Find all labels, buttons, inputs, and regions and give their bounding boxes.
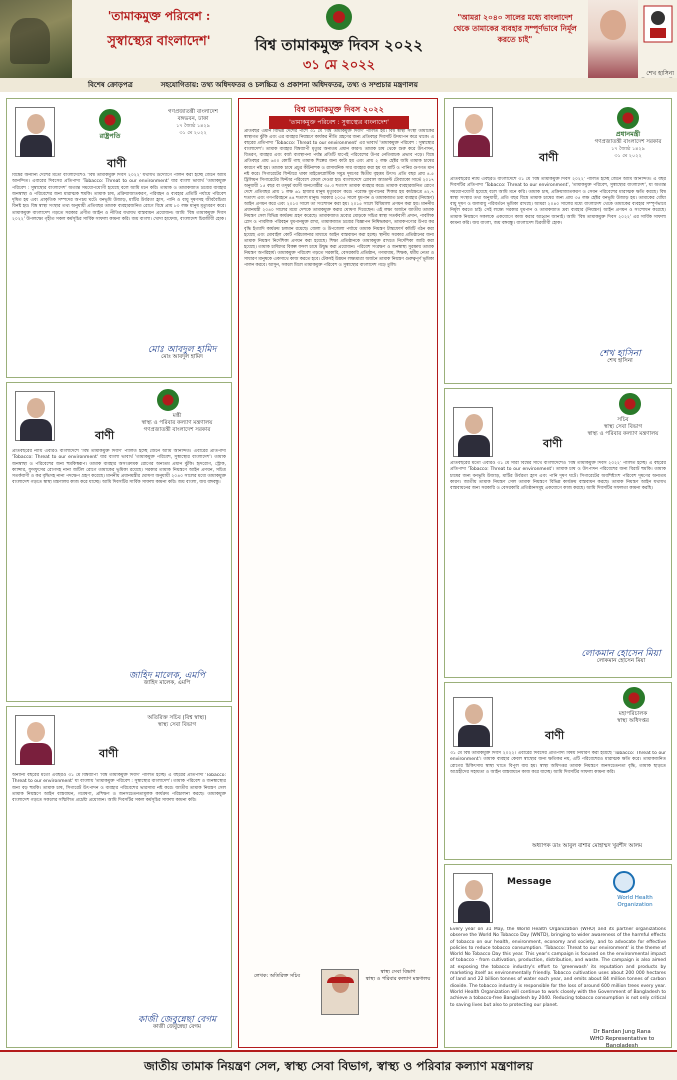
prime-minister-signature-scribble: শেখ হাসিনা (599, 349, 641, 359)
prime-minister-office-title: প্রধানমন্ত্রী (615, 130, 641, 138)
who-representative-photo (453, 873, 493, 923)
president-message (6, 98, 232, 378)
dg-health-body: ৩১ মে বিশ্ব তামাকমুক্ত দিবস ২০২২। এবারের দিবসের প্রতিপাদ্য বিষয় নির্ধারণ করা হয়েছে 'Tobacco: Threat to our environment'। তামাক ব্যবহার কেবল স্বাস্থ্যের জন্য ক্ষতিকর নয়, এটি পরিবেশেরও মারাত্মক ক্ষতি করে। তামাকজনিত রোগের চিকিৎসায় স্বাস্থ্য খাতে বিপুল ব্যয় হয়। স্বাস্থ্য অধিদপ্তর তামাক নিয়ন্ত্রণে জনসচেতনতা বৃদ্ধি, তামাক ছাড়তে আগ্রহীদের সহায়তা ও আইন বাস্তবায়নে কাজ করে যাচ্ছে। আমি দিবসটির সাফল্য কামনা করি। (450, 751, 666, 775)
prime-minister-bani-heading: বাণী (539, 151, 559, 164)
feature-article (238, 98, 438, 1048)
health-secretary-signature-scribble: লোকমান হোসেন মিয়া (581, 649, 661, 659)
feature-author-label: লেখক: অতিরিক্ত সচিব (253, 973, 301, 979)
health-secretary-signature-name: লোকমান হোসেন মিয়া (596, 658, 646, 664)
slogan-line-2: সুস্বাস্থ্যের বাংলাদেশ' (107, 34, 211, 49)
president-signature (137, 347, 227, 361)
president-office-title: রাষ্ট্রপতি (99, 132, 121, 140)
health-minister-seal-icon (157, 389, 179, 411)
health-minister-office-title: মন্ত্রী (172, 413, 182, 419)
page-date: ৩১ মে ২০২২ (302, 58, 376, 73)
additional-secretary-office (127, 715, 227, 729)
mujib-borsho-logo-icon (642, 4, 674, 44)
feature-author (243, 967, 435, 1045)
prime-minister-signature (573, 351, 667, 365)
feature-author-photo (321, 969, 359, 1015)
health-minister-body: প্রতিবছরের ন্যায় এবারও বাংলাদেশে 'বিশ্ব তামাকমুক্ত দিবস' পালিত হচ্ছে জেনে আমি আনন্দিত। এবারের প্রতিপাদ্য 'Tobacco: Threat to our environment' যার বাংলা ভাবার্থ 'তামাকমুক্ত পরিবেশ, সুস্বাস্থ্যের বাংলাদেশ'। তামাক জনস্বাস্থ্য ও পরিবেশের জন্য হুমকিস্বরূপ। তামাক ব্যবহার অসংক্রামক রোগের অন্যতম প্রধান ঝুঁকি। হৃদরোগ, স্ট্রোক, ক্যান্সার, ফুসফুসের রোগসহ নানা জটিল রোগে তামাকের ভূমিকা রয়েছে। সরকার তামাক নিয়ন্ত্রণে আইন প্রণয়ন, সচিত্র সতর্কবাণী ও কর বৃদ্ধিসহ নানা পদক্ষেপ গ্রহণ করেছে। মাননীয় প্রধানমন্ত্রীর ঘোষণা অনুযায়ী ২০৪০ সালের মধ্যে তামাকমুক্ত বাংলাদেশ গড়তে স্বাস্থ্য মন্ত্রণালয় কাজ করে যাচ্ছে। আমি দিবসটির সার্বিক সাফল্য কামনা করি। জয় বাংলা, জয় বঙ্গবন্ধু। (12, 449, 226, 486)
president-bani-heading: বাণী (107, 157, 127, 170)
president-signature-name: মোঃ আবদুল হামিদ (161, 354, 203, 360)
president-office (77, 133, 143, 141)
feature-author-ministry: স্বাস্থ্য ও পরিবার কল্যাণ মন্ত্রণালয় (365, 976, 431, 982)
who-signature-title: WHO Representative to Bangladesh (589, 1036, 655, 1048)
health-secretary-body: প্রতিবছরের মতো এবারও ৩১ মে সারা বিশ্বের সাথে বাংলাদেশেও 'বিশ্ব তামাকমুক্ত দিবস ২০২২' পালিত হচ্ছে। এ বছরের প্রতিপাদ্য 'Tobacco: Threat to our environment'। তামাক চাষ ও উৎপাদন পরিবেশের জন্য বিরাট হুমকি। তামাক চাষের জন্য বনভূমি উজাড়, মাটির উর্বরতা হ্রাস এবং পানি দূষণ ঘটে। সিগারেটের অবশিষ্টাংশ পরিবেশ দূষণের অন্যতম কারণ। জাতীয় তামাক নিয়ন্ত্রণ সেল তামাক নিয়ন্ত্রণে বিভিন্ন কার্যক্রম বাস্তবায়ন করছে। তামাক নিয়ন্ত্রণ আইন যথাযথ বাস্তবায়নের জন্য সরকারি ও বেসরকারি প্রতিষ্ঠানসমূহ একযোগে কাজ করছে। আমি দিবসটির সফলতা কামনা করছি। (450, 461, 666, 492)
president-body: বিশ্বের অন্যান্য দেশের মতো বাংলাদেশেও 'বিশ্ব তামাকমুক্ত দিবস ২০২২' যথাযথ উদ্যোগে পালন করা হচ্ছে জেনে আমি আনন্দিত। এবারের দিবসের প্রতিপাদ্য 'Tobacco: Threat to our environment' যার বাংলা ভাবার্থ 'তামাকমুক্ত পরিবেশ : সুস্বাস্থ্যের বাংলাদেশ' অত্যন্ত সময়োপযোগী হয়েছে বলে আমি মনে করি। তামাক ও তামাকজাত দ্রব্যের ব্যবহার জনস্বাস্থ্য ও পরিবেশের জন্য মারাত্মক হুমকি। তামাক চাষ, প্রক্রিয়াজাতকরণ, পরিবহন ও ব্যবহার প্রতিটি পর্যায়ে পরিবেশ দূষিত হয় এবং প্রাকৃতিক সম্পদের অপচয় ঘটে। বনভূমি উজাড়, মাটির উর্বরতা হ্রাস, পানি ও বায়ু দূষণসহ জীববৈচিত্র্য বিনষ্ট হয়। বিশ্ব স্বাস্থ্য সংস্থার তথ্য অনুযায়ী প্রতিবছর তামাক ব্যবহারজনিত রোগে বিশ্বে প্রায় ৮০ লক্ষ মানুষ মৃত্যুবরণ করে। তামাকমুক্ত বাংলাদেশ গড়তে সরকার প্রণীত আইন ও নীতির যথাযথ বাস্তবায়ন প্রয়োজন। আমি 'বিশ্ব তামাকমুক্ত দিবস ২০২২' উপলক্ষ্যে গৃহীত সকল কর্মসূচির সার্বিক সাফল্য কামনা করি। জয় বাংলা। খোদা হাফেজ, বাংলাদেশ চিরজীবী হোক। (12, 173, 226, 223)
health-secretary-signature (575, 651, 667, 665)
health-minister-office-sub2: গণপ্রজাতন্ত্রী বাংলাদেশ সরকার (143, 427, 211, 433)
prime-minister-date-english: ৩১ মে ২০২২ (614, 153, 642, 159)
additional-secretary-office-sub: স্বাস্থ্য সেবা বিভাগ (157, 722, 197, 728)
dg-health-seal-icon (623, 687, 645, 709)
who-logo-text: World Health Organization (617, 895, 653, 908)
dg-health-bani-heading: বাণী (545, 729, 565, 742)
additional-secretary-message (6, 706, 232, 1048)
prime-minister-date-bengali: ১৭ জ্যৈষ্ঠ ১৪২৯ (611, 146, 645, 152)
president-seal-icon (99, 109, 121, 131)
president-photo (15, 107, 55, 157)
health-secretary-office-title: সচিব (617, 417, 629, 423)
dg-health-photo (453, 697, 493, 747)
health-secretary-bani-heading: বাণী (543, 437, 563, 450)
feature-body: প্রতিবছর এমনি বিভিন্ন দেশের পার্শে ৩১ মে 'বিশ্ব তামাকমুক্ত দিবস' পালিত হয়। বিশ্ব স্বাস্থ্য সংস্থা তামাকের স্বাস্থ্যগত ঝুঁকি এবং এর ব্যবহার নিয়ন্ত্রণে কার্যকর নীতি গ্রহণের জন্য প্রতিবছর দিবসটি উদযাপন করে থাকে। এ বছরের প্রতিপাদ্য 'Tobacco: Threat to our environment' এর ভাবার্থ 'তামাকমুক্ত পরিবেশ : সুস্বাস্থ্যের বাংলাদেশ'। তামাক ব্যবহার বিশ্বব্যাপী মৃত্যুর অন্যতম প্রধান কারণ। তামাক চাষ থেকে শুরু করে উৎপাদন, বিতরণ, ব্যবহার এবং বর্জ্য ব্যবস্থাপনা পর্যন্ত প্রতিটি ধাপেই পরিবেশের উপর নেতিবাচক প্রভাব পড়ে। বিশ্বে প্রতিবছর প্রায় ৬০০ কোটি গাছ তামাক শিল্পের জন্য কাটা হয় এবং প্রায় ২ লক্ষ হেক্টর জমি তামাক চাষের কারণে নষ্ট হয়। তামাক চাষে প্রচুর কীটনাশক ও রাসায়নিক সার ব্যবহার করা হয় যা মাটি ও পানির গুণগত মান নষ্ট করে। সিগারেটের ফিল্টারে থাকা মাইক্রোপ্লাস্টিক সমুদ্র দূষণের দ্বিতীয় বৃহত্তম উৎস। প্রতি বছর প্রায় ৪.৫ ট্রিলিয়ন সিগারেটের ফিল্টার পরিবেশে ফেলে দেওয়া হয়। বাংলাদেশে গ্লোবাল অ্যাডাল্ট টোব্যাকো সার্ভে ২০১৭ অনুযায়ী ১৫ বছর বা তদূর্ধ্ব বয়সী জনগোষ্ঠীর ৩৫.৩ শতাংশ তামাক ব্যবহার করে। তামাক ব্যবহারজনিত রোগে দেশে প্রতিবছর প্রায় ১ লক্ষ ৬১ হাজার মানুষ মৃত্যুবরণ করে। পরোক্ষ ধূমপানের শিকার হয় কর্মক্ষেত্রে ৪২.৭ শতাংশ এবং গণপরিবহনে ৪৪ শতাংশ মানুষ। সরকার ২০০৫ সালে ধূমপান ও তামাকজাত দ্রব্য ব্যবহার (নিয়ন্ত্রণ) আইন প্রণয়ন করে এবং ২০১৩ সালে তা সংশোধন করা হয়। ২০১৫ সালে বিধিমালা প্রণয়ন করা হয়। মাননীয় প্রধানমন্ত্রী ২০৪০ সালের মধ্যে দেশকে তামাকমুক্ত করার ঘোষণা দিয়েছেন। এই লক্ষ্য অর্জনে জাতীয় তামাক নিয়ন্ত্রণ সেল বিভিন্ন কার্যক্রম গ্রহণ করেছে। তামাকজাত দ্রব্যের মোড়কে সচিত্র স্বাস্থ্য সতর্কবাণী প্রদান, পাবলিক প্লেস ও পাবলিক পরিবহন ধূমপানমুক্ত রাখা, তামাকজাত দ্রব্যের বিজ্ঞাপন নিষিদ্ধকরণ, তামাকপণ্যের উপর কর বৃদ্ধি ইত্যাদি কার্যক্রম চলমান রয়েছে। জেলা ও উপজেলা পর্যায়ে তামাক নিয়ন্ত্রণ টাস্কফোর্স কমিটি গঠন করা হয়েছে এবং মোবাইল কোর্ট পরিচালনার মাধ্যমে আইন বাস্তবায়ন করা হচ্ছে। স্থানীয় সরকার প্রতিষ্ঠানের জন্য তামাক নিয়ন্ত্রণ নির্দেশিকা প্রণয়ন করা হয়েছে। শিক্ষা প্রতিষ্ঠানকে তামাকমুক্ত রাখতে নির্দেশিকা জারি করা হয়েছে। তামাক চাষিদের বিকল্প ফসল চাষে উদ্বুদ্ধ করা প্রয়োজন। পরিবেশ সংরক্ষণ ও জনস্বাস্থ্য সুরক্ষায় তামাক নিয়ন্ত্রণ অপরিহার্য। তামাকমুক্ত পরিবেশ গড়তে সরকারি, বেসরকারি প্রতিষ্ঠান, গণমাধ্যম, শিক্ষক, ধর্মীয় নেতা ও সাধারণ মানুষকে একসাথে কাজ করতে হবে। টেকসই উন্নয়ন লক্ষ্যমাত্রা অর্জনে তামাক নিয়ন্ত্রণ গুরুত্বপূর্ণ ভূমিকা পালন করবে। আসুন, সকলে মিলে তামাকমুক্ত পরিবেশ ও সুস্বাস্থ্যের বাংলাদেশ গড়ে তুলি। (244, 129, 434, 269)
additional-secretary-photo (15, 715, 55, 765)
president-signature-scribble: মোঃ আবদুল হামিদ (147, 345, 217, 355)
slogan-line-1: 'তামাকমুক্ত পরিবেশ : (107, 9, 211, 23)
footer-text: জাতীয় তামাক নিয়ন্ত্রণ সেল, স্বাস্থ্য সেবা বিভাগ, স্বাস্থ্য ও পরিবার কল্যাণ মন্ত্রণালয় (144, 1059, 533, 1073)
who-signature (575, 1029, 669, 1048)
health-minister-message (6, 382, 232, 702)
dg-health-office-title: মহাপরিচালক (618, 711, 648, 717)
dg-health-office (595, 711, 671, 725)
page-title: বিশ্ব তামাকমুক্ত দিবস ২০২২ (255, 36, 423, 54)
feature-title: বিশ্ব তামাকমুক্ত দিবস ২০২২ (294, 105, 384, 114)
slogan (84, 8, 234, 68)
prime-minister-photo (453, 107, 493, 157)
who-message (444, 864, 672, 1048)
health-minister-signature-scribble: জাহিদ মালেক, এমপি (128, 671, 206, 681)
additional-secretary-signature (127, 1017, 227, 1031)
dg-health-signature (505, 843, 669, 850)
president-place: বঙ্গভবন, ঢাকা (177, 116, 209, 122)
prime-minister-office (585, 131, 671, 160)
health-secretary-message (444, 388, 672, 678)
health-secretary-photo (453, 407, 493, 457)
cooperation-label: সহযোগিতায়: তথ্য অধিদফতর ও চলচ্চিত্র ও প্রকাশনা অধিদফতর, তথ্য ও সম্প্রচার মন্ত্রণালয় (160, 81, 418, 89)
who-logo-icon (613, 871, 635, 893)
government-seal-icon (322, 2, 356, 32)
additional-secretary-body: অন্যান্য বছরের মতো এবছরও ৩১ মে বিশ্বব্যাপী 'বিশ্ব তামাকমুক্ত দিবস' পালিত হচ্ছে। এ বছরের প্রতিপাদ্য 'Tobacco: Threat to our environment' যা বাংলায় 'তামাকমুক্ত পরিবেশ : সুস্বাস্থ্যের বাংলাদেশ'। তামাক পরিবেশ ও জনস্বাস্থ্যের জন্য বড় হুমকি। তামাক চাষ, সিগারেট উৎপাদন ও ব্যবহার পরিবেশের ভারসাম্য নষ্ট করে। জাতীয় তামাক নিয়ন্ত্রণ সেল তামাক নিয়ন্ত্রণে আইন বাস্তবায়ন, গবেষণা, প্রশিক্ষণ ও জনসচেতনতামূলক কার্যক্রম পরিচালনা করছে। তামাকমুক্ত বাংলাদেশ গড়তে সকলের সম্মিলিত প্রচেষ্টা প্রয়োজন। আমি দিবসটির সকল কর্মসূচির সাফল্য কামনা করি। (12, 773, 226, 804)
president-office-details (157, 109, 229, 137)
president-date-bengali: ১৭ জ্যৈষ্ঠ ১৪২৯ (176, 123, 210, 129)
prime-minister-message (444, 98, 672, 384)
feature-author-dept: স্বাস্থ্য সেবা বিভাগ (380, 969, 416, 975)
additional-secretary-office-title: অতিরিক্ত সচিব (বিশ্ব স্বাস্থ্য) (147, 715, 207, 721)
supplement-bar (0, 78, 677, 92)
prime-minister-seal-icon (617, 107, 639, 129)
footer (0, 1050, 677, 1080)
pm-photo (588, 0, 638, 78)
pm-name: শেখ হাসিনা (646, 70, 674, 77)
health-minister-signature (117, 673, 217, 687)
masthead (0, 0, 677, 92)
president-office-sub: গণপ্রজাতন্ত্রী বাংলাদেশ (168, 109, 218, 115)
who-body: Every year on 31 May, the World Health Organization (WHO) and its partner organizations observe the World No Tobacco Day (WNTD), bringing to wider awareness of the harmful effects of tobacco on our health, environment, economy and society, and to advocate for effective policies to reduce tobacco consumption. 'Tobacco: Threat to our environment' is the theme of World No Tobacco Day this year. This year's campaign is focused on the environmental impact of tobacco - from cultivation, production, distribution, and waste. The campaign is also aimed at exposing the tobacco industry's effort to 'greenwash' its reputation and products by marketing itself as environmentally friendly. Tobacco cultivation uses about 200 000 hectares of land and 22 billion tonnes of water each year, and emits about 84 million tonnes of carbon dioxide. The tobacco industry is responsible for the loss of around 600 million trees every year. World Health Organization will continue to work closely with the Government of Bangladesh to achieve a tobacco-free Bangladesh by 2040. Reducing tobacco consumption is not only critical to saving lives but also to protecting our planet. (450, 927, 666, 1008)
health-minister-photo (15, 391, 55, 441)
health-minister-bani-heading: বাণী (95, 429, 115, 442)
prime-minister-office-sub: গণপ্রজাতন্ত্রী বাংলাদেশ সরকার (594, 139, 662, 145)
additional-secretary-bani-heading: বাণী (99, 747, 119, 760)
special-supplement-label: বিশেষ ক্রোড়পত্র (88, 81, 133, 89)
pm-quote: "আমরা ২০৪০ সালের মধ্যে বাংলাদেশ থেকে তামাকের ব্যবহার সম্পূর্ণভাবে নির্মূল করতে চাই" (453, 13, 577, 44)
feature-subtitle: 'তামাকমুক্ত পরিবেশ : সুস্বাস্থ্যের বাংলাদেশ' (269, 116, 409, 129)
health-secretary-office-sub2: স্বাস্থ্য ও পরিবার কল্যাণ মন্ত্রণালয় (587, 431, 659, 437)
health-secretary-office-sub: স্বাস্থ্য সেবা বিভাগ (603, 424, 643, 430)
president-date-english: ৩১ মে ২০২২ (179, 130, 207, 136)
health-secretary-office (575, 417, 671, 438)
dg-health-signature-name: অধ্যাপক ডাঃ আবুল বাশার মোহাম্মদ খুরশীদ আলম (531, 843, 643, 849)
feature-author-details (363, 969, 433, 983)
health-minister-signature-name: জাহিদ মালেক, এমপি (143, 680, 191, 686)
health-minister-office (127, 413, 227, 434)
dg-health-message (444, 682, 672, 860)
dg-health-office-sub: স্বাস্থ্য অধিদপ্তর (617, 718, 649, 724)
who-signature-name: Dr Bardan Jung Rana (593, 1029, 651, 1035)
additional-secretary-signature-name: কাজী জেবুন্নেছা বেগম (153, 1024, 201, 1030)
prime-minister-signature-name: শেখ হাসিনা (607, 358, 633, 364)
additional-secretary-signature-scribble: কাজী জেবুন্নেছা বেগম (137, 1015, 217, 1025)
prime-minister-body: প্রতিবছরের ন্যায় এবছরও বাংলাদেশে ৩১ মে 'বিশ্ব তামাকমুক্ত দিবস ২০২২' পালিত হচ্ছে জেনে আমি আনন্দিত। এ বছর দিবসটির প্রতিপাদ্য 'Tobacco: Threat to our environment', 'তামাকমুক্ত পরিবেশ, সুস্বাস্থ্যের বাংলাদেশ', যা অত্যন্ত সময়োপযোগী হয়েছে বলে আমি মনে করি। তামাক চাষ, প্রক্রিয়াজাতকরণ ও সেবন পরিবেশের মারাত্মক ক্ষতি করছে। বিশ্ব স্বাস্থ্য সংস্থার তথ্য অনুযায়ী, প্রতি বছর বিশ্বে তামাক চাষের জন্য প্রায় ৩৫ লক্ষ হেক্টর বনভূমি উজাড় হয়। তামাকের ধোঁয়া বায়ু দূষণ ও জলবায়ু পরিবর্তনে ভূমিকা রাখছে। আমরা ২০৪০ সালের মধ্যে বাংলাদেশ থেকে তামাকের ব্যবহার সম্পূর্ণভাবে নির্মূল করতে চাই। সেই লক্ষ্যে সরকার ধূমপান ও তামাকজাত দ্রব্য ব্যবহার (নিয়ন্ত্রণ) আইন প্রণয়ন ও সংশোধন করেছে। তামাক নিয়ন্ত্রণে সকলকে একযোগে কাজ করার আহ্বান জানাই। আমি 'বিশ্ব তামাকমুক্ত দিবস ২০২২' এর সার্বিক সাফল্য কামনা করি। জয় বাংলা, জয় বঙ্গবন্ধু। বাংলাদেশ চিরজীবী হোক। (450, 177, 666, 227)
who-message-heading: Message (507, 877, 552, 887)
health-minister-office-sub: স্বাস্থ্য ও পরিবার কল্যাণ মন্ত্রণালয় (141, 420, 213, 426)
tobacco-field-photo (0, 0, 72, 78)
health-secretary-seal-icon (619, 393, 641, 415)
